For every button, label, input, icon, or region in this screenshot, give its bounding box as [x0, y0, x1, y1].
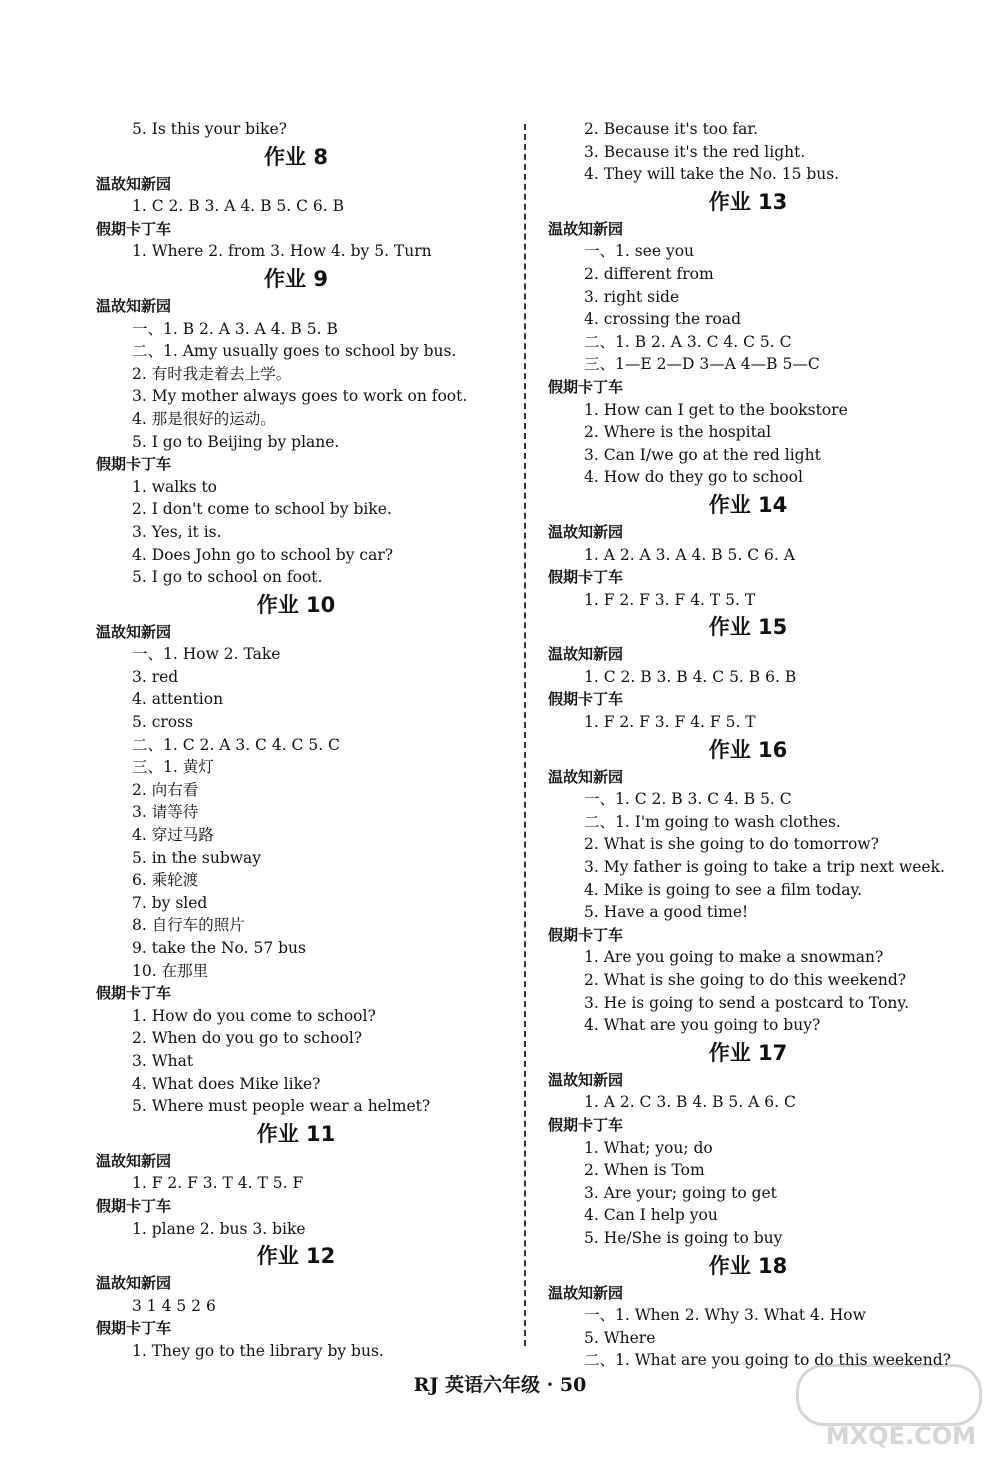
answer-line: 4. How do they go to school — [584, 468, 803, 487]
homework-heading: 作业 17 — [708, 1040, 788, 1065]
answer-line: 3 1 4 5 2 6 — [132, 1296, 216, 1315]
answer-line: 5. cross — [132, 713, 194, 732]
answer-line: 4. crossing the road — [584, 310, 742, 329]
answer-line: 3. My mother always goes to work on foot. — [132, 387, 468, 406]
answer-line: 2. 有时我走着去上学。 — [132, 364, 292, 383]
answer-line: 2. What is she going to do this weekend? — [584, 971, 907, 989]
answer-line: 二、1. C 2. A 3. C 4. C 5. C — [132, 735, 340, 754]
section-label: 假期卡丁车 — [548, 377, 624, 396]
answer-line: 4. What are you going to buy? — [584, 1016, 821, 1035]
answer-line: 9. take the No. 57 bus — [132, 939, 306, 957]
section-label: 假期卡丁车 — [96, 1319, 172, 1338]
homework-heading: 作业 14 — [708, 492, 788, 517]
answer-line: 1. F 2. F 3. F 4. T 5. T — [584, 590, 756, 609]
section-label: 假期卡丁车 — [548, 568, 624, 587]
answer-line: 5. I go to Beijing by plane. — [132, 432, 340, 451]
watermark-logo-icon — [796, 1364, 982, 1426]
answer-line: 5. He/She is going to buy — [584, 1228, 783, 1247]
homework-heading: 作业 16 — [708, 737, 788, 762]
answer-line: 1. A 2. C 3. B 4. B 5. A 6. C — [584, 1093, 796, 1112]
answer-line: 3. 请等待 — [132, 803, 199, 822]
answer-line: 1. walks to — [132, 477, 218, 496]
answer-line: 一、1. C 2. B 3. C 4. B 5. C — [584, 790, 792, 809]
answer-line: 4. Does John go to school by car? — [132, 545, 394, 564]
section-label: 温故知新园 — [96, 622, 172, 641]
homework-heading: 作业 9 — [264, 266, 328, 291]
homework-heading: 作业 18 — [708, 1253, 788, 1278]
left-column — [96, 118, 496, 1363]
answer-line: 3. Can I/we go at the red light — [584, 445, 821, 464]
answer-line: 5. Have a good time! — [584, 903, 749, 922]
homework-heading: 作业 8 — [264, 144, 328, 169]
answer-line: 二、1. What are you going to do this weekend? — [584, 1351, 951, 1370]
section-label: 温故知新园 — [96, 1151, 172, 1170]
answer-line: 三、1. 黄灯 — [132, 758, 214, 777]
answer-line: 3. Are your; going to get — [584, 1183, 777, 1202]
answer-line: 1. A 2. A 3. A 4. B 5. C 6. A — [584, 545, 795, 564]
answer-line: 3. red — [132, 667, 179, 686]
answer-line: 一、1. B 2. A 3. A 4. B 5. B — [132, 319, 338, 338]
answer-line: 一、1. When 2. Why 3. What 4. How — [584, 1306, 866, 1325]
answer-line: 5. I go to school on foot. — [132, 568, 323, 587]
answer-line: 4. attention — [132, 690, 224, 709]
answer-line: 二、1. I'm going to wash clothes. — [584, 812, 841, 831]
answer-line: 3. He is going to send a postcard to Tony. — [584, 993, 910, 1012]
section-label: 假期卡丁车 — [96, 1196, 172, 1215]
answer-line: 4. Can I help you — [584, 1206, 718, 1225]
section-label: 温故知新园 — [96, 174, 172, 193]
section-label: 假期卡丁车 — [548, 690, 624, 709]
homework-heading: 作业 11 — [256, 1121, 336, 1146]
answer-line: 二、1. Amy usually goes to school by bus. — [132, 342, 457, 361]
answer-line: 1. Where 2. from 3. How 4. by 5. Turn — [132, 242, 432, 261]
section-label: 假期卡丁车 — [96, 455, 172, 474]
answer-line: 1. How do you come to school? — [132, 1006, 376, 1025]
section-label: 假期卡丁车 — [548, 925, 624, 944]
answer-line: 2. When is Tom — [584, 1161, 705, 1180]
section-label: 温故知新园 — [548, 219, 624, 238]
answer-line: 4. 穿过马路 — [132, 826, 214, 845]
answer-line: 5. in the subway — [132, 848, 262, 867]
section-label: 温故知新园 — [548, 1283, 624, 1302]
answer-line: 1. What; you; do — [584, 1138, 713, 1157]
answer-line: 1. They go to the library by bus. — [132, 1341, 384, 1360]
section-label: 假期卡丁车 — [96, 984, 172, 1003]
answer-line: 1. plane 2. bus 3. bike — [132, 1219, 306, 1238]
answer-line: 1. C 2. B 3. A 4. B 5. C 6. B — [132, 197, 345, 216]
section-label: 温故知新园 — [548, 645, 624, 664]
answer-line: 7. by sled — [132, 893, 208, 912]
answer-line: 二、1. B 2. A 3. C 4. C 5. C — [584, 332, 792, 351]
answer-line: 3. right side — [584, 287, 680, 306]
column-divider — [524, 124, 526, 1346]
homework-heading: 作业 15 — [708, 615, 788, 640]
answer-line: 2. Where is the hospital — [584, 423, 772, 442]
section-label: 温故知新园 — [96, 296, 172, 315]
answer-line: 1. How can I get to the bookstore — [584, 400, 848, 419]
answer-line: 三、1—E 2—D 3—A 4—B 5—C — [584, 355, 820, 374]
section-label: 温故知新园 — [96, 1274, 172, 1293]
page-footer: RJ 英语六年级 · 50 — [413, 1374, 587, 1396]
answer-line: 2. I don't come to school by bike. — [132, 500, 392, 519]
homework-heading: 作业 12 — [256, 1244, 336, 1269]
answer-line: 2. different from — [584, 264, 714, 283]
homework-heading: 作业 13 — [708, 189, 788, 214]
answer-line: 1. Are you going to make a snowman? — [584, 948, 884, 967]
section-label: 温故知新园 — [548, 522, 624, 541]
answer-line: 3. What — [132, 1051, 194, 1070]
answer-line: 3. My father is going to take a trip next week. — [584, 858, 945, 877]
answer-line: 一、1. see you — [584, 242, 695, 261]
answer-line: 2. 向右看 — [132, 780, 199, 799]
watermark — [802, 1364, 982, 1452]
answer-line: 8. 自行车的照片 — [132, 916, 245, 935]
section-label: 假期卡丁车 — [96, 219, 172, 238]
answer-line: 3. Because it's the red light. — [584, 142, 806, 161]
section-label: 温故知新园 — [548, 767, 624, 786]
answer-line: 5. Where — [584, 1328, 656, 1347]
answer-line: 1. F 2. F 3. T 4. T 5. F — [132, 1174, 304, 1193]
answer-line: 2. Because it's too far. — [584, 120, 758, 138]
section-label: 温故知新园 — [548, 1070, 624, 1089]
homework-heading: 作业 10 — [256, 592, 336, 617]
right-column — [548, 118, 951, 1372]
answer-line: 1. C 2. B 3. B 4. C 5. B 6. B — [584, 667, 797, 686]
answer-line: 4. What does Mike like? — [132, 1074, 321, 1093]
answer-line: 4. They will take the No. 15 bus. — [584, 165, 840, 184]
answer-line: 1. F 2. F 3. F 4. F 5. T — [584, 713, 756, 732]
answer-line: 5. Where must people wear a helmet? — [132, 1097, 431, 1116]
answer-line: 10. 在那里 — [132, 961, 209, 980]
answer-line: 4. Mike is going to see a film today. — [584, 880, 863, 899]
answer-line: 6. 乘轮渡 — [132, 871, 199, 890]
answer-line: 2. What is she going to do tomorrow? — [584, 835, 879, 854]
watermark-text: MXQE.COM — [825, 1422, 976, 1450]
answer-line: 5. Is this your bike? — [132, 120, 287, 138]
section-label: 假期卡丁车 — [548, 1115, 624, 1134]
answer-line: 2. When do you go to school? — [132, 1029, 363, 1048]
answer-line: 一、1. How 2. Take — [132, 645, 281, 664]
answer-line: 3. Yes, it is. — [132, 522, 222, 541]
answer-line: 4. 那是很好的运动。 — [132, 409, 276, 428]
